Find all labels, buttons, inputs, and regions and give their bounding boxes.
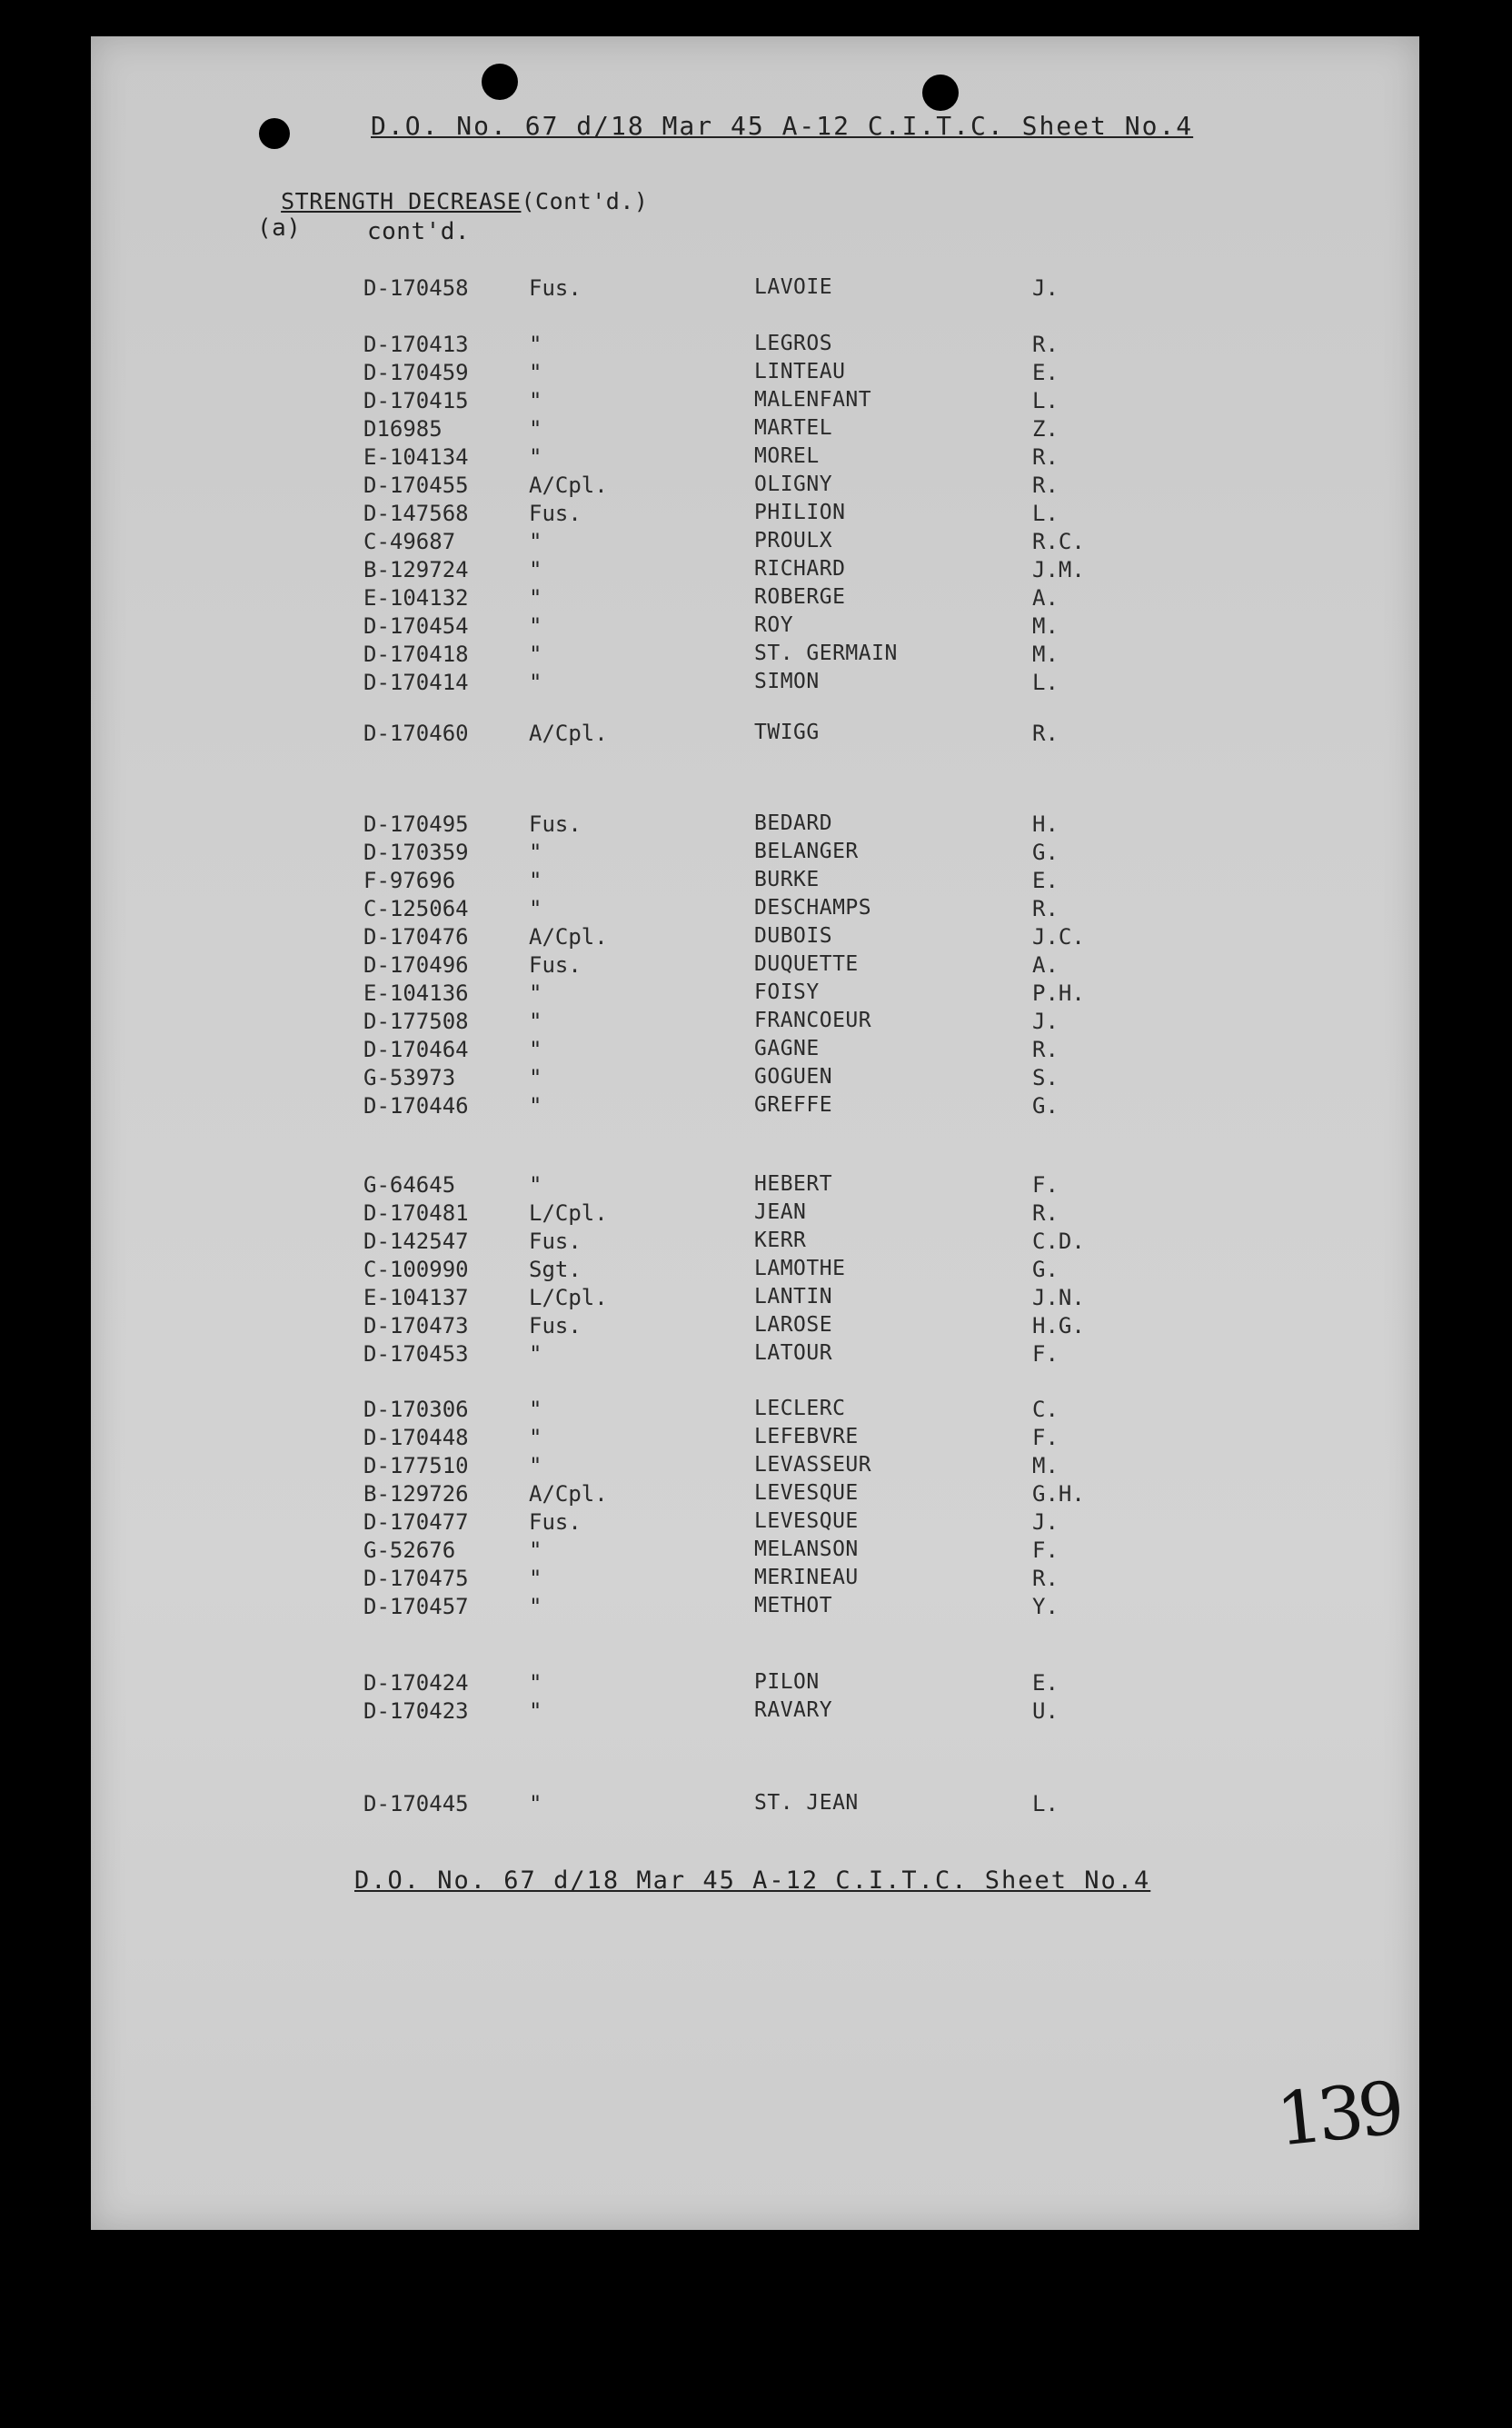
- rank: ": [529, 1425, 542, 1450]
- punch-hole: [259, 118, 290, 149]
- service-number: D-170496: [363, 952, 469, 978]
- service-number: D-170495: [363, 811, 469, 837]
- initials: H.: [1032, 811, 1059, 837]
- rank: ": [529, 416, 542, 442]
- rank: Fus.: [529, 811, 582, 837]
- initials: R.: [1032, 444, 1059, 470]
- rank: L/Cpl.: [529, 1285, 608, 1310]
- initials: P.H.: [1032, 980, 1085, 1006]
- surname: MOREL: [754, 444, 820, 468]
- rank: A/Cpl.: [529, 1481, 608, 1507]
- initials: F.: [1032, 1172, 1059, 1198]
- surname: KERR: [754, 1229, 807, 1252]
- service-number: D-170464: [363, 1037, 469, 1062]
- surname: GAGNE: [754, 1037, 820, 1060]
- surname: LECLERC: [754, 1397, 846, 1420]
- initials: R.C.: [1032, 529, 1085, 554]
- initials: R.: [1032, 1566, 1059, 1591]
- service-number: D-170424: [363, 1670, 469, 1696]
- service-number: D-170477: [363, 1509, 469, 1535]
- rank: Fus.: [529, 1509, 582, 1535]
- initials: M.: [1032, 1453, 1059, 1478]
- rank: ": [529, 1065, 542, 1090]
- rank: ": [529, 444, 542, 470]
- header-title: D.O. No. 67 d/18 Mar 45 A-12 C.I.T.C. Sheet No.4: [371, 111, 1194, 141]
- surname: DUBOIS: [754, 924, 833, 948]
- initials: M.: [1032, 613, 1059, 639]
- initials: G.: [1032, 1093, 1059, 1119]
- surname: METHOT: [754, 1594, 833, 1617]
- initials: R.: [1032, 896, 1059, 921]
- initials: E.: [1032, 1670, 1059, 1696]
- rank: Fus.: [529, 952, 582, 978]
- service-number: D-170446: [363, 1093, 469, 1119]
- subsection-label: (a): [257, 214, 302, 242]
- initials: L.: [1032, 388, 1059, 413]
- rank: ": [529, 360, 542, 385]
- service-number: G-64645: [363, 1172, 456, 1198]
- surname: MERINEAU: [754, 1566, 859, 1589]
- service-number: E-104137: [363, 1285, 469, 1310]
- surname: DESCHAMPS: [754, 896, 872, 920]
- service-number: D-170306: [363, 1397, 469, 1422]
- surname: LEVESQUE: [754, 1509, 859, 1533]
- surname: LAMOTHE: [754, 1257, 846, 1280]
- service-number: E-104136: [363, 980, 469, 1006]
- service-number: D-170459: [363, 360, 469, 385]
- surname: LEVASSEUR: [754, 1453, 872, 1477]
- service-number: D-170418: [363, 642, 469, 667]
- initials: R.: [1032, 721, 1059, 746]
- rank: L/Cpl.: [529, 1200, 608, 1226]
- service-number: F-97696: [363, 868, 456, 893]
- rank: ": [529, 1594, 542, 1619]
- rank: ": [529, 1566, 542, 1591]
- service-number: D-170473: [363, 1313, 469, 1338]
- service-number: B-129726: [363, 1481, 469, 1507]
- service-number: D-170455: [363, 473, 469, 498]
- initials: F.: [1032, 1537, 1059, 1563]
- rank: ": [529, 896, 542, 921]
- initials: C.D.: [1032, 1229, 1085, 1254]
- section-suffix: (Cont'd.): [521, 188, 649, 214]
- surname: MARTEL: [754, 416, 833, 440]
- rank: Fus.: [529, 501, 582, 526]
- initials: L.: [1032, 501, 1059, 526]
- surname: ST. GERMAIN: [754, 642, 898, 665]
- surname: FOISY: [754, 980, 820, 1004]
- service-number: D-170457: [363, 1594, 469, 1619]
- initials: M.: [1032, 642, 1059, 667]
- surname: PHILION: [754, 501, 846, 524]
- rank: ": [529, 613, 542, 639]
- surname: RAVARY: [754, 1698, 833, 1722]
- rank: A/Cpl.: [529, 473, 608, 498]
- service-number: D-170415: [363, 388, 469, 413]
- rank: ": [529, 1537, 542, 1563]
- service-number: D-170460: [363, 721, 469, 746]
- surname: RICHARD: [754, 557, 846, 581]
- service-number: D16985: [363, 416, 443, 442]
- surname: HEBERT: [754, 1172, 833, 1196]
- initials: R.: [1032, 332, 1059, 357]
- section-heading: [253, 162, 648, 214]
- initials: G.: [1032, 1257, 1059, 1282]
- surname: OLIGNY: [754, 473, 833, 496]
- rank: ": [529, 529, 542, 554]
- surname: TWIGG: [754, 721, 820, 744]
- surname: LEVESQUE: [754, 1481, 859, 1505]
- initials: U.: [1032, 1698, 1059, 1724]
- surname: PROULX: [754, 529, 833, 552]
- initials: J.: [1032, 275, 1059, 301]
- service-number: C-100990: [363, 1257, 469, 1282]
- initials: G.: [1032, 840, 1059, 865]
- service-number: D-170359: [363, 840, 469, 865]
- surname: DUQUETTE: [754, 952, 859, 976]
- rank: ": [529, 1453, 542, 1478]
- rank: ": [529, 332, 542, 357]
- rank: ": [529, 1009, 542, 1034]
- surname: BELANGER: [754, 840, 859, 863]
- rank: A/Cpl.: [529, 721, 608, 746]
- rank: ": [529, 1341, 542, 1367]
- service-number: D-170453: [363, 1341, 469, 1367]
- rank: ": [529, 980, 542, 1006]
- initials: Y.: [1032, 1594, 1059, 1619]
- initials: J.N.: [1032, 1285, 1085, 1310]
- surname: BEDARD: [754, 811, 833, 835]
- service-number: D-170458: [363, 275, 469, 301]
- surname: MALENFANT: [754, 388, 872, 412]
- page-number: 139: [1272, 2065, 1404, 2163]
- service-number: D-177508: [363, 1009, 469, 1034]
- initials: L.: [1032, 1791, 1059, 1816]
- surname: ROBERGE: [754, 585, 846, 609]
- service-number: D-170445: [363, 1791, 469, 1816]
- surname: PILON: [754, 1670, 820, 1694]
- initials: J.: [1032, 1009, 1059, 1034]
- initials: H.G.: [1032, 1313, 1085, 1338]
- surname: LANTIN: [754, 1285, 833, 1309]
- surname: ST. JEAN: [754, 1791, 859, 1815]
- rank: ": [529, 868, 542, 893]
- initials: F.: [1032, 1425, 1059, 1450]
- rank: ": [529, 1698, 542, 1724]
- service-number: D-170475: [363, 1566, 469, 1591]
- rank: ": [529, 1791, 542, 1816]
- surname: MELANSON: [754, 1537, 859, 1561]
- initials: E.: [1032, 360, 1059, 385]
- service-number: E-104134: [363, 444, 469, 470]
- rank: Fus.: [529, 275, 582, 301]
- rank: ": [529, 1397, 542, 1422]
- surname: LINTEAU: [754, 360, 846, 383]
- rank: A/Cpl.: [529, 924, 608, 950]
- service-number: D-170423: [363, 1698, 469, 1724]
- initials: G.H.: [1032, 1481, 1085, 1507]
- initials: A.: [1032, 952, 1059, 978]
- initials: J.M.: [1032, 557, 1085, 582]
- rank: ": [529, 557, 542, 582]
- surname: ROY: [754, 613, 794, 637]
- service-number: D-147568: [363, 501, 469, 526]
- rank: ": [529, 388, 542, 413]
- rank: ": [529, 1037, 542, 1062]
- surname: GREFFE: [754, 1093, 833, 1117]
- service-number: D-170481: [363, 1200, 469, 1226]
- punch-hole: [482, 64, 518, 100]
- initials: F.: [1032, 1341, 1059, 1367]
- initials: R.: [1032, 1200, 1059, 1226]
- service-number: B-129724: [363, 557, 469, 582]
- service-number: D-170414: [363, 670, 469, 695]
- section-title: STRENGTH DECREASE: [281, 188, 522, 214]
- service-number: D-177510: [363, 1453, 469, 1478]
- service-number: D-170476: [363, 924, 469, 950]
- rank: ": [529, 1093, 542, 1119]
- footer-title: D.O. No. 67 d/18 Mar 45 A-12 C.I.T.C. Sheet No.4: [354, 1866, 1151, 1895]
- initials: J.: [1032, 1509, 1059, 1535]
- punch-hole: [922, 75, 959, 111]
- rank: Fus.: [529, 1229, 582, 1254]
- rank: ": [529, 840, 542, 865]
- service-number: C-125064: [363, 896, 469, 921]
- surname: GOGUEN: [754, 1065, 833, 1089]
- surname: LEFEBVRE: [754, 1425, 859, 1448]
- service-number: D-170413: [363, 332, 469, 357]
- rank: ": [529, 670, 542, 695]
- service-number: C-49687: [363, 529, 456, 554]
- service-number: E-104132: [363, 585, 469, 611]
- surname: BURKE: [754, 868, 820, 891]
- initials: J.C.: [1032, 924, 1085, 950]
- service-number: D-170454: [363, 613, 469, 639]
- service-number: G-52676: [363, 1537, 456, 1563]
- initials: A.: [1032, 585, 1059, 611]
- surname: LAROSE: [754, 1313, 833, 1337]
- surname: FRANCOEUR: [754, 1009, 872, 1032]
- initials: S.: [1032, 1065, 1059, 1090]
- rank: Sgt.: [529, 1257, 582, 1282]
- surname: LAVOIE: [754, 275, 833, 299]
- rank: ": [529, 585, 542, 611]
- surname: JEAN: [754, 1200, 807, 1224]
- surname: LEGROS: [754, 332, 833, 355]
- subsection-text: cont'd.: [367, 218, 471, 245]
- rank: ": [529, 1172, 542, 1198]
- initials: R.: [1032, 473, 1059, 498]
- initials: R.: [1032, 1037, 1059, 1062]
- surname: LATOUR: [754, 1341, 833, 1365]
- rank: Fus.: [529, 1313, 582, 1338]
- rank: ": [529, 1670, 542, 1696]
- initials: Z.: [1032, 416, 1059, 442]
- initials: E.: [1032, 868, 1059, 893]
- rank: ": [529, 642, 542, 667]
- surname: SIMON: [754, 670, 820, 693]
- initials: C.: [1032, 1397, 1059, 1422]
- service-number: G-53973: [363, 1065, 456, 1090]
- service-number: D-170448: [363, 1425, 469, 1450]
- service-number: D-142547: [363, 1229, 469, 1254]
- initials: L.: [1032, 670, 1059, 695]
